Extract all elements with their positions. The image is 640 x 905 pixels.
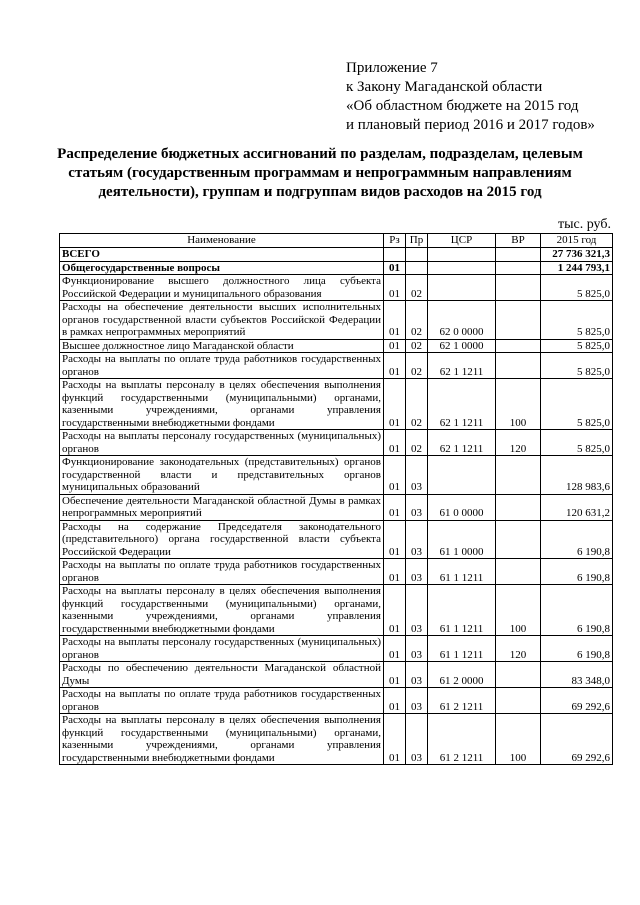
cell-vr [496,559,541,585]
cell-name: ВСЕГО [60,248,384,262]
cell-name: Расходы на выплаты по оплате труда работников государственных органов [60,353,384,379]
cell-csr: 61 2 0000 [428,662,496,688]
cell-amount: 5 825,0 [541,430,613,456]
cell-rz: 01 [384,379,406,430]
cell-rz: 01 [384,636,406,662]
cell-pr: 02 [406,339,428,353]
cell-rz [384,248,406,262]
cell-csr: 62 1 0000 [428,339,496,353]
cell-rz: 01 [384,456,406,495]
table-row [60,275,613,301]
cell-name: Расходы на содержание Председателя законодательного (представительного) органа государственной власти субъекта Российской Федерации [60,520,384,559]
cell-amount: 5 825,0 [541,339,613,353]
cell-csr [428,456,496,495]
cell-csr: 62 0 0000 [428,301,496,340]
cell-amount: 6 190,8 [541,585,613,636]
cell-pr [406,248,428,262]
cell-csr [428,248,496,262]
cell-rz: 01 [384,353,406,379]
cell-name: Расходы по обеспечению деятельности Магаданской областной Думы [60,662,384,688]
cell-csr: 61 1 0000 [428,520,496,559]
cell-name: Расходы на выплаты персоналу в целях обеспечения выполнения функций государственными (муниципальными) органами, казенными учреждениями, органами управления государственными внебюджетными фондами [60,379,384,430]
table-header-row [60,234,613,248]
cell-vr [496,248,541,262]
cell-rz: 01 [384,714,406,765]
cell-csr: 62 1 1211 [428,353,496,379]
table-row [60,662,613,688]
cell-rz: 01 [384,261,406,275]
cell-csr [428,261,496,275]
cell-vr [496,301,541,340]
table-row [60,339,613,353]
table-row [60,379,613,430]
table-row [60,559,613,585]
cell-pr: 02 [406,430,428,456]
cell-rz: 01 [384,339,406,353]
cell-csr: 62 1 1211 [428,430,496,456]
table-row [60,261,613,275]
cell-pr: 03 [406,662,428,688]
cell-amount: 83 348,0 [541,662,613,688]
appendix-header [346,59,632,135]
cell-amount: 1 244 793,1 [541,261,613,275]
cell-rz: 01 [384,585,406,636]
cell-rz: 01 [384,430,406,456]
appendix-line: и плановый период 2016 и 2017 годов» [346,117,595,133]
cell-pr: 03 [406,520,428,559]
cell-vr: 120 [496,430,541,456]
table-row [60,353,613,379]
cell-vr [496,261,541,275]
cell-name: Расходы на выплаты персоналу государственных (муниципальных) органов [60,636,384,662]
cell-amount: 6 190,8 [541,520,613,559]
cell-name: Расходы на выплаты персоналу в целях обеспечения выполнения функций государственными (муниципальными) органами, казенными учреждениями, органами управления государственными внебюджетными фондами [60,714,384,765]
cell-vr [496,520,541,559]
table-row [60,714,613,765]
cell-vr [496,456,541,495]
cell-pr: 03 [406,714,428,765]
header-rz: Рз [384,234,406,248]
cell-name: Расходы на выплаты по оплате труда работников государственных органов [60,688,384,714]
cell-rz: 01 [384,662,406,688]
table-row [60,585,613,636]
table-row [60,688,613,714]
cell-vr [496,688,541,714]
header-amount: 2015 год [541,234,613,248]
cell-amount: 69 292,6 [541,714,613,765]
cell-csr [428,275,496,301]
cell-name: Расходы на обеспечение деятельности высших исполнительных органов государственной власти субъектов Российской Федерации в рамках непрограммных мероприятий [60,301,384,340]
cell-pr: 02 [406,379,428,430]
cell-rz: 01 [384,301,406,340]
cell-pr: 03 [406,494,428,520]
cell-pr: 03 [406,636,428,662]
cell-vr: 100 [496,714,541,765]
appendix-line: к Закону Магаданской области [346,79,543,95]
cell-name: Расходы на выплаты персоналу государственных (муниципальных) органов [60,430,384,456]
table-row [60,301,613,340]
cell-name: Расходы на выплаты персоналу в целях обеспечения выполнения функций государственными (муниципальными) органами, казенными учреждениями, органами управления государственными внебюджетными фондами [60,585,384,636]
cell-csr: 61 2 1211 [428,688,496,714]
cell-vr: 100 [496,379,541,430]
cell-name: Расходы на выплаты по оплате труда работников государственных органов [60,559,384,585]
header-vr: ВР [496,234,541,248]
cell-rz: 01 [384,520,406,559]
units-label: тыс. руб. [558,217,611,232]
cell-amount: 128 983,6 [541,456,613,495]
cell-csr: 62 1 1211 [428,379,496,430]
cell-name: Общегосударственные вопросы [60,261,384,275]
cell-amount: 120 631,2 [541,494,613,520]
table-row [60,520,613,559]
cell-amount: 5 825,0 [541,379,613,430]
table-row [60,636,613,662]
cell-amount: 6 190,8 [541,559,613,585]
cell-csr: 61 2 1211 [428,714,496,765]
cell-pr: 02 [406,275,428,301]
cell-amount: 5 825,0 [541,301,613,340]
cell-pr: 03 [406,456,428,495]
cell-vr [496,339,541,353]
cell-vr [496,275,541,301]
cell-rz: 01 [384,559,406,585]
cell-amount: 6 190,8 [541,636,613,662]
cell-vr [496,662,541,688]
cell-rz: 01 [384,688,406,714]
cell-amount: 69 292,6 [541,688,613,714]
cell-pr: 02 [406,301,428,340]
cell-csr: 61 0 0000 [428,494,496,520]
header-name: Наименование [60,234,384,248]
table-row [60,494,613,520]
cell-name: Функционирование законодательных (представительных) органов государственной власти и представительных органов муниципальных образований [60,456,384,495]
cell-pr: 03 [406,559,428,585]
cell-pr: 02 [406,353,428,379]
cell-amount: 27 736 321,3 [541,248,613,262]
table-row [60,430,613,456]
cell-vr [496,494,541,520]
header-csr: ЦСР [428,234,496,248]
cell-pr: 03 [406,585,428,636]
table-row [60,456,613,495]
document-title: Распределение бюджетных ассигнований по разделам, подразделам, целевым статьям (государственным программам и непрограммным направлениям деятельности), группам и подгруппам видов расходов на 2015 год [57,146,583,200]
budget-table [59,233,613,765]
appendix-line: Приложение 7 [346,60,438,76]
cell-name: Высшее должностное лицо Магаданской области [60,339,384,353]
cell-name: Обеспечение деятельности Магаданской областной Думы в рамках непрограммных мероприятий [60,494,384,520]
cell-vr: 120 [496,636,541,662]
header-pr: Пр [406,234,428,248]
cell-csr: 61 1 1211 [428,636,496,662]
cell-name: Функционирование высшего должностного лица субъекта Российской Федерации и муниципального образования [60,275,384,301]
cell-pr: 03 [406,688,428,714]
cell-amount: 5 825,0 [541,353,613,379]
cell-csr: 61 1 1211 [428,559,496,585]
cell-csr: 61 1 1211 [428,585,496,636]
table-row [60,248,613,262]
cell-pr [406,261,428,275]
cell-vr: 100 [496,585,541,636]
appendix-line: «Об областном бюджете на 2015 год [346,98,579,114]
cell-rz: 01 [384,494,406,520]
cell-amount: 5 825,0 [541,275,613,301]
cell-rz: 01 [384,275,406,301]
cell-vr [496,353,541,379]
